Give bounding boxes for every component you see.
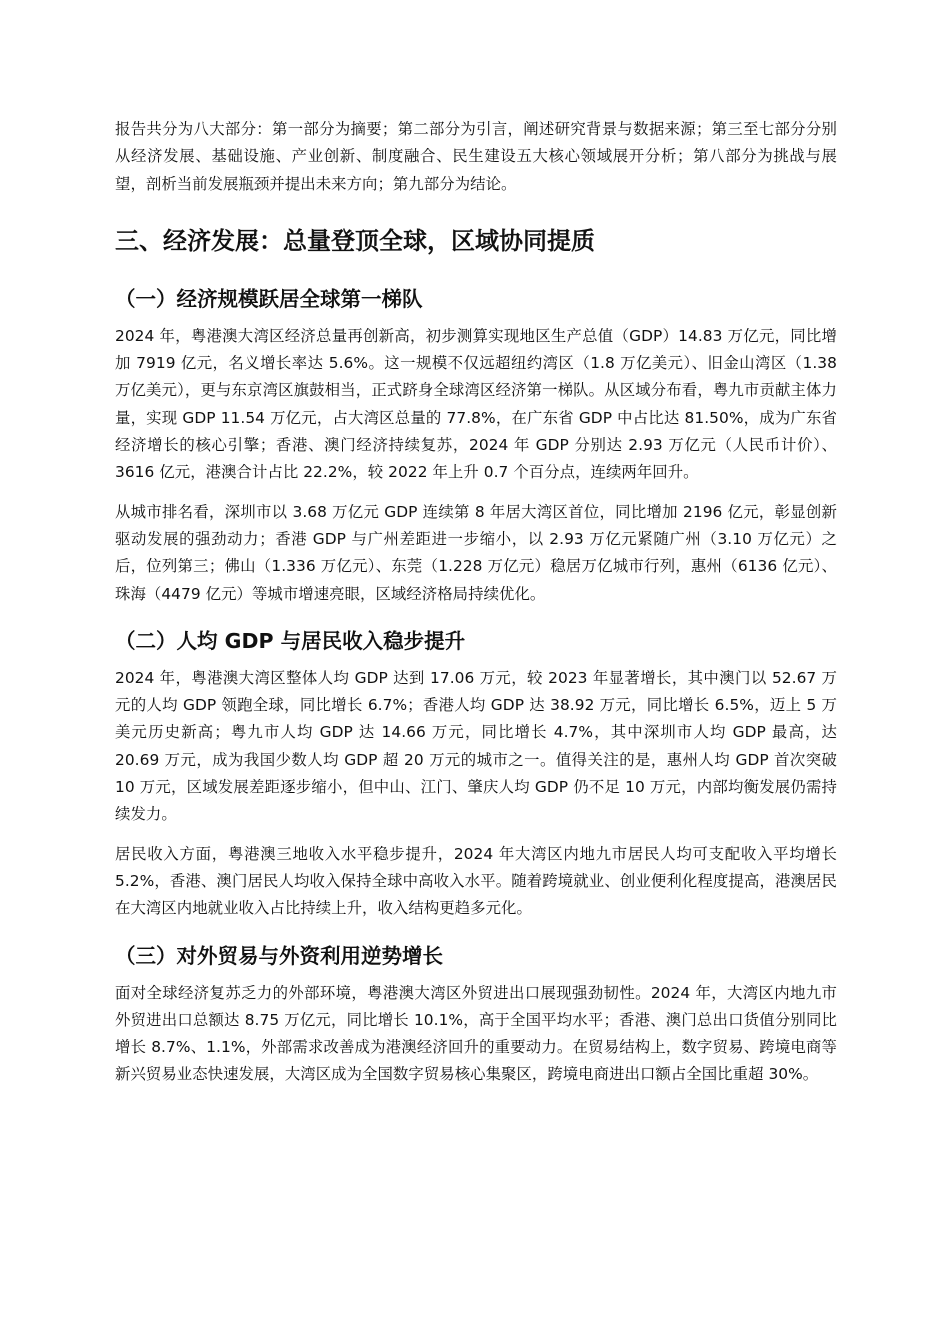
body-paragraph-2-2: 居民收入方面，粤港澳三地收入水平稳步提升，2024 年大湾区内地九市居民人均可支配收入平均增长 5.2%，香港、澳门居民人均收入保持全球中高收入水平。随着跨境就业、创业便利化程度提高，港澳居民在大湾区内地就业收入占比持续上升，收入结构更趋多元化。 <box>115 844 837 918</box>
section-title: 三、经济发展：总量登顶全球，区域协同提质 <box>115 226 595 255</box>
document-page <box>115 116 837 1089</box>
subsection-title-2: （二）人均 GDP 与居民收入稳步提升 <box>115 628 466 653</box>
body-paragraph-3-1: 面对全球经济复苏乏力的外部环境，粤港澳大湾区外贸进出口展现强劲韧性。2024 年，大湾区内地九市外贸进出口总额达 8.75 万亿元，同比增长 10.1%，高于全国平均水平；香港、澳门总出口货值分别同比增长 8.7%、1.1%，外部需求改善成为港澳经济回升的重要动力。在贸易结构上，数字贸易、跨境电商等新兴贸易业态快速发展，大湾区成为全国数字贸易核心集聚区，跨境电商进出口额占全国比重超 30%。 <box>115 983 837 1084</box>
subsection-title-3: （三）对外贸易与外资利用逆势增长 <box>115 943 443 968</box>
intro-paragraph: 报告共分为八大部分：第一部分为摘要；第二部分为引言，阐述研究背景与数据来源；第三至七部分分别从经济发展、基础设施、产业创新、制度融合、民生建设五大核心领域展开分析；第八部分为挑战与展望，剖析当前发展瓶颈并提出未来方向；第九部分为结论。 <box>115 120 837 193</box>
body-paragraph-2-1: 2024 年，粤港澳大湾区整体人均 GDP 达到 17.06 万元，较 2023 年显著增长，其中澳门以 52.67 万元的人均 GDP 领跑全球，同比增长 6.7%；香港人均 GDP 达 38.92 万元，同比增长 6.5%，迈上 5 万美元历史新高；粤九市人均 GDP 达 14.66 万元，同比增长 4.7%，其中深圳市人均 GDP 最高，达 20.69 万元，成为我国少数人均 GDP 超 20 万元的城市之一。值得关注的是，惠州人均 GDP 首次突破 10 万元，区域发展差距逐步缩小，但中山、江门、肇庆人均 GDP 仍不足 10 万元，内部均衡发展仍需持续发力。 <box>115 668 837 824</box>
body-paragraph-1-2: 从城市排名看，深圳市以 3.68 万亿元 GDP 连续第 8 年居大湾区首位，同比增加 2196 亿元，彰显创新驱动发展的强劲动力；香港 GDP 与广州差距进一步缩小，以 2.93 万亿元紧随广州（3.10 万亿元）之后，位列第三；佛山（1.336 万亿元）、东莞（1.228 万亿元）稳居万亿城市行列，惠州（6136 亿元）、珠海（4479 亿元）等城市增速亮眼，区域经济格局持续优化。 <box>115 502 837 603</box>
subsection-title-1: （一）经济规模跃居全球第一梯队 <box>115 286 423 311</box>
body-paragraph-1-1: 2024 年，粤港澳大湾区经济总量再创新高，初步测算实现地区生产总值（GDP）14.83 万亿元，同比增加 7919 亿元，名义增长率达 5.6%。这一规模不仅远超纽约湾区（1.8 万亿美元）、旧金山湾区（1.38 万亿美元），更与东京湾区旗鼓相当，正式跻身全球湾区经济第一梯队。从区域分布看，粤九市贡献主体力量，实现 GDP 11.54 万亿元，占大湾区总量的 77.8%，在广东省 GDP 中占比达 81.50%，成为广东省经济增长的核心引擎；香港、澳门经济持续复苏，2024 年 GDP 分别达 2.93 万亿元（人民币计价）、3616 亿元，港澳合计占比 22.2%，较 2022 年上升 0.7 个百分点，连续两年回升。 <box>115 326 837 482</box>
